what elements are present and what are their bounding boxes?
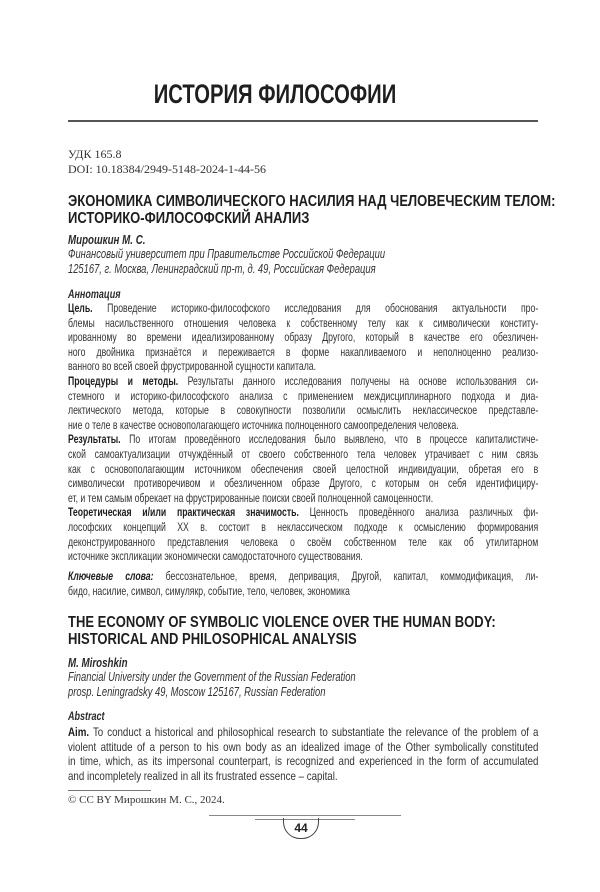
paragraph-line — [68, 302, 538, 317]
line-text: По итогам проведённого исследования было выявлено, что в процессе капиталистиче- — [129, 433, 538, 446]
ru-affiliation — [68, 247, 538, 277]
paragraph-line — [68, 419, 538, 434]
ru-title-line: ИСТОРИКО-ФИЛОСОФСКИЙ АНАЛИЗ — [68, 210, 538, 227]
en-title-line: THE ECONOMY OF SYMBOLIC VIOLENCE OVER THE HUMAN BODY: — [68, 614, 538, 631]
ru-abstract — [68, 302, 538, 565]
paragraph-line — [68, 360, 538, 375]
footnote-rule — [68, 790, 151, 791]
paragraph-line — [68, 448, 538, 463]
ru-keywords — [68, 570, 538, 599]
ru-title-line: ЭКОНОМИКА СИМВОЛИЧЕСКОГО НАСИЛИЯ НАД ЧЕЛОВЕЧЕСКИМ ТЕЛОМ: — [68, 193, 538, 210]
paragraph-line — [68, 390, 538, 405]
line-text: ного двойника признаётся и переживается в форме накапливаемого и неполноценно реализо- — [68, 346, 538, 359]
line-text: Проведение историко-философского исследования для обоснования актуальности про- — [107, 302, 538, 315]
paragraph-line — [68, 770, 538, 785]
paragraph-line — [68, 375, 538, 390]
affiliation-line: 125167, г. Москва, Ленинградский пр-т, д. 49, Российская Федерация — [68, 262, 538, 277]
paragraph-line — [68, 741, 538, 756]
paragraph-lead: Цель. — [68, 302, 93, 315]
header-rule — [68, 120, 538, 122]
paragraph-line — [68, 477, 538, 492]
line-text: ние о теле в качестве основополагающего источника полноценного самоопределения человека. — [68, 419, 459, 432]
ru-abstract-heading: Аннотация — [68, 287, 538, 302]
line-text: To conduct a historical and philosophical research to substantiate the relevance of the problem of a — [93, 726, 538, 739]
paragraph-line — [68, 585, 538, 600]
en-title-line: HISTORICAL AND PHILOSOPHICAL ANALYSIS — [68, 631, 538, 648]
line-text: источнике экспликации экономически самодостаточного существования. — [68, 550, 363, 563]
paragraph-lead: Результаты. — [68, 433, 121, 446]
line-text: лософских концепций XX в. состоит в неклассическом подходе к осмыслению формирования — [68, 521, 538, 534]
section-title: ИСТОРИЯ ФИЛОСОФИИ — [0, 74, 575, 114]
paragraph-line — [68, 433, 538, 448]
paragraph-line — [68, 506, 538, 521]
paragraph-line — [68, 550, 538, 565]
line-text: бидо, насилие, символ, симулякр, событие, тело, человек, экономика — [68, 585, 350, 598]
paragraph-lead: Aim. — [68, 726, 89, 739]
paragraph-line — [68, 521, 538, 536]
line-text: как с основополагающим источником обеспечения своей целостной индивидуации, обретая его в — [68, 463, 538, 476]
affiliation-line: prosp. Leningradsky 49, Moscow 125167, Russian Federation — [68, 685, 538, 700]
paragraph-line — [68, 331, 538, 346]
affiliation-line: Financial University under the Government of the Russian Federation — [68, 670, 538, 685]
line-text: violent attitude of a person to his own body as an idealized image of the Other symbolically constituted — [68, 741, 538, 754]
paragraph-lead: Ключевые слова: — [68, 570, 154, 583]
doi: DOI: 10.18384/2949-5148-2024-1-44-56 — [68, 162, 266, 177]
en-abstract-heading: Abstract — [68, 709, 538, 724]
paragraph-line — [68, 404, 538, 419]
ru-title — [68, 193, 538, 227]
paragraph-line — [68, 570, 538, 585]
paragraph-line — [68, 463, 538, 478]
line-text: ет, и тем самым обрекает на фрустрированные поиски своей полноценной самоценности. — [68, 492, 433, 505]
paragraph-line — [68, 492, 538, 507]
line-text: деконструированного представления человека о своём собственном теле как об утилитарном — [68, 536, 538, 549]
paragraph-line — [68, 317, 538, 332]
line-text: Результаты данного исследования получены на основе использования си- — [188, 375, 539, 388]
line-text: стемного и историко-философского анализа с применением междисциплинарного подхода и диа- — [68, 390, 538, 403]
paragraph-line — [68, 726, 538, 741]
en-title — [68, 614, 538, 648]
line-text: лектического метода, которые в совокупности позволили осмыслить неклассическое представле- — [68, 404, 538, 417]
footer-rule — [209, 815, 401, 816]
paragraph-line — [68, 346, 538, 361]
en-affiliation — [68, 670, 538, 700]
line-text: and incompletely realized in all its frustrated essence – capital. — [68, 770, 338, 783]
line-text: блемы насильственного отношения человека к собственному телу как к символически конститу- — [68, 317, 538, 330]
line-text: in time, which, as its impersonal counterpart, is recognized and experienced in the form of accumulated — [68, 755, 538, 768]
line-text: символически противоречивом и обезличенном образе Другого, с которым он себя идентифициру- — [68, 477, 538, 490]
line-text: ванного во всей своей фрустрированной сущности капитала. — [68, 360, 316, 373]
affiliation-line: Финансовый университет при Правительстве Российской Федерации — [68, 247, 538, 262]
ru-author: Мирошкин М. С. — [68, 232, 538, 247]
page-number: 44 — [283, 818, 319, 839]
paragraph-line — [68, 755, 538, 770]
udk: УДК 165.8 — [68, 147, 121, 162]
footnote: © CC BY Мирошкин М. С., 2024. — [68, 793, 225, 808]
line-text: ской самоактуализации отчуждённый от своего собственного тела человек утрачивает с ним связь — [68, 448, 538, 461]
en-abstract — [68, 726, 538, 784]
paragraph-line — [68, 536, 538, 551]
line-text: Ценность проведённого анализа различных фи- — [310, 506, 539, 519]
line-text: бессознательное, время, депривация, Другой, капитал, коммодификация, ли- — [166, 570, 539, 583]
paragraph-lead: Теоретическая и/или практическая значимость. — [68, 506, 299, 519]
en-author: M. Miroshkin — [68, 655, 538, 670]
paragraph-lead: Процедуры и методы. — [68, 375, 178, 388]
line-text: ированному во времени идеализированному образу Другого, который в качестве его обезличен- — [68, 331, 538, 344]
